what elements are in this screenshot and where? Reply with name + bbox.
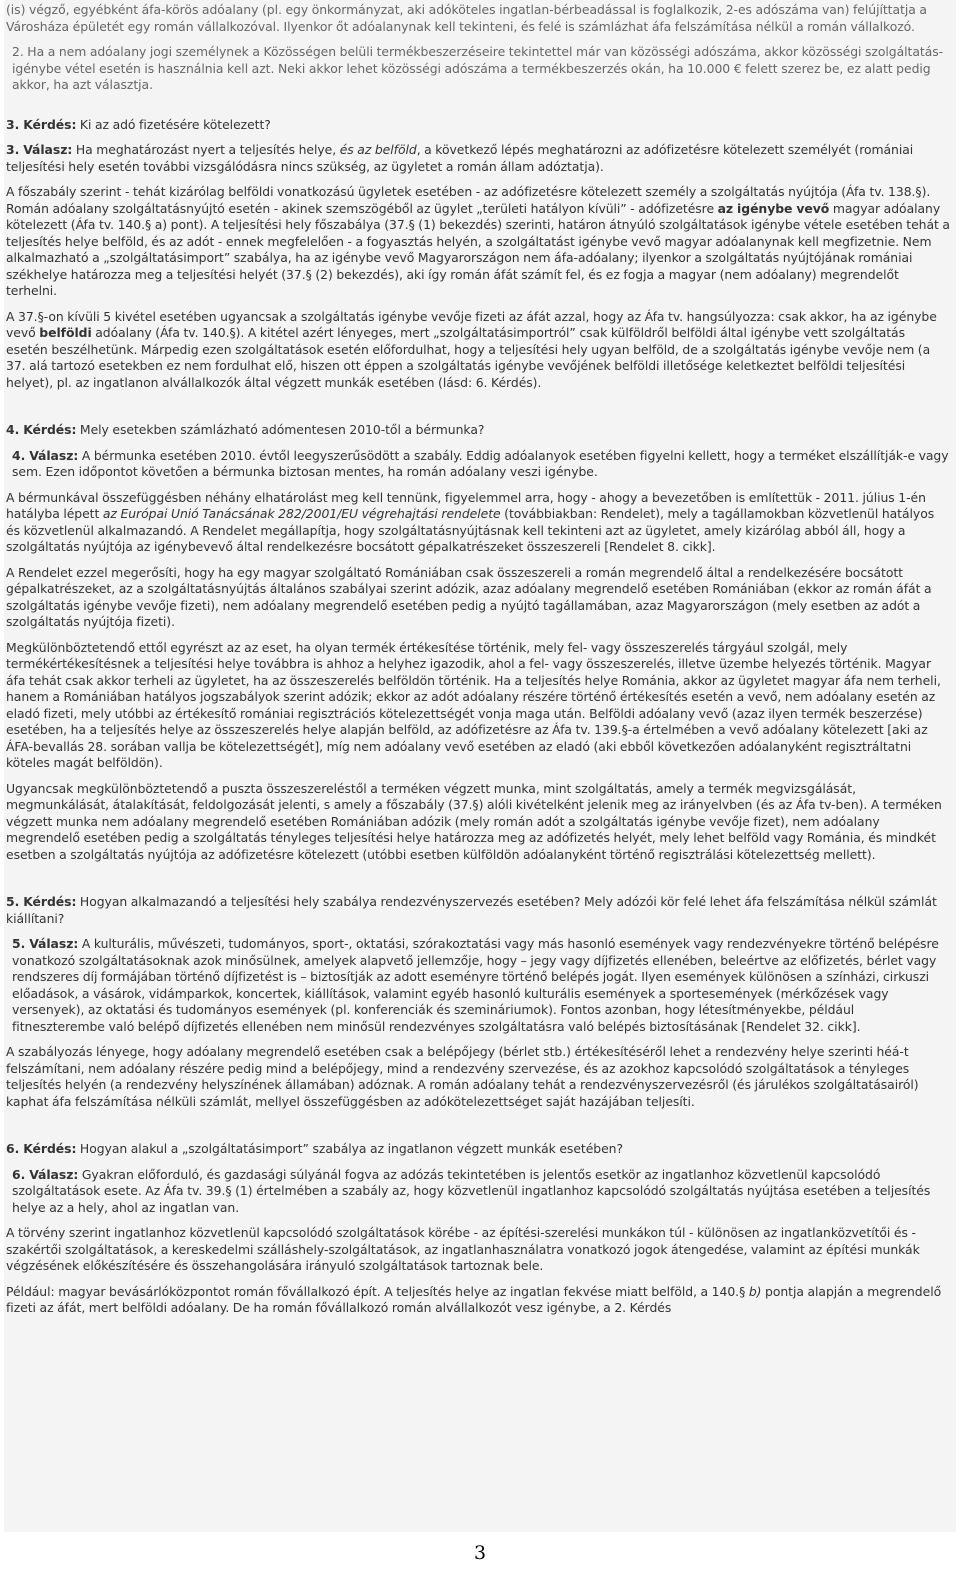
- answer-3-emphasis: és az belföld: [339, 142, 417, 157]
- answer-5-p1: [6, 936, 950, 1035]
- question-4-text: Mely esetekben számlázható adómentesen 2010-től a bérmunka?: [76, 422, 485, 437]
- question-6: [6, 1141, 950, 1158]
- paragraph-point-2: [6, 44, 950, 94]
- answer-3-text: Ha meghatározást nyert a teljesítés helye,: [72, 142, 340, 157]
- question-4-label: 4. Kérdés:: [6, 422, 77, 437]
- page-number: 3: [473, 1542, 487, 1564]
- answer-4-p3: [6, 565, 950, 631]
- answer-3-label: 3. Válasz:: [6, 142, 73, 157]
- question-5-text: Hogyan alkalmazandó a teljesítési hely szabálya rendezvényszervezés esetében? Mely adózói kör felé lehet áfa felszámítása nélkül számlát kiállítani?: [6, 894, 937, 926]
- answer-3-p2-text: magyar adóalany kötelezett (Áfa tv. 140.§ a) pont). A teljesítési hely főszabálya (37.§ (1) bekezdés) szerinti, határon átnyúló szolgáltatások igénybe vétele esetében tehát a teljesítés helye belföld, és az adót - ennek megfelelően - a fogyasztás helyén, a szolgáltatást igénybe vevő magyar adóalanynak kell megfizetnie. Nem alkalmazható a „szolgáltatásimport” szabálya, ha az igénybe vevő Magyarországon nem áfa-adóalany; ilyenkor a szolgáltatás nyújtójának romániai székhelye határozza meg a teljesítési helyét (37.§ (2) bekezdés), aki így román áfát számít fel, és ez fogja a magyar (nem adóalany) megrendelőt terhelni.: [6, 200, 950, 298]
- answer-6-p2-text: A törvény szerint ingatlanhoz közvetlenül kapcsolódó szolgáltatások körébe - az építési-szerelési munkákon túl - különösen az ingatlanközvetítői és -szakértői szolgáltatások, a kereskedelmi szálláshely-szolgáltatások, az ingatlanhasználatra vonatkozó jogok átengedése, valamint az építési munkák végzésének előkészítésére és összehangolására irányuló szolgáltatások tartoznak bele.: [6, 1225, 920, 1273]
- answer-3-p3: [6, 309, 950, 392]
- answer-6-p1: [6, 1167, 950, 1217]
- answer-4-p2-text: (továbbiakban: Rendelet), mely a tagállamokban közvetlenül hatályos és közvetlenül alkalmazandó. A Rendelet megállapítja, hogy szolgáltatásnyújtásnak kell tekinteni azt az ügyletet, amely kizárólag abból áll, hogy a szolgáltatás nyújtója az igénybevevő által rendelkezésre bocsátott gépalkatrészeket összeszereli [Rendelet 8. cikk].: [6, 506, 935, 554]
- paragraph-intro-text: (is) végző, egyébként áfa-körös adóalany (pl. egy önkormányzat, aki adóköteles ingatlan-bérbeadással is foglalkozik, 2-es adószáma van) felújíttatja a Városháza épületét egy román vállalkozóval. Ilyenkor őt adóalanynak kell tekinteni, és felé is számlázhat áfa felszámítása nélkül a román vállalkozó.: [6, 2, 927, 34]
- answer-5-label: 5. Válasz:: [12, 936, 79, 951]
- answer-4-p1: [6, 448, 950, 481]
- answer-3-p2-bold: az igénybe vevő: [717, 200, 830, 216]
- answer-3-p3-text: adóalany (Áfa tv. 140.§). A kitétel azért lényeges, mert „szolgáltatásimportról” csak külföldről belföldi által igénybe vett szolgáltatás esetén beszélhetünk. Márpedig ezen szolgáltatások esetén előfordulhat, hogy a teljesítési hely ugyan belföld, de a szolgáltatás igénybe vevője nem (a 37. alá tartozó esetekben ez nem fordulhat elő, hiszen ott éppen a szolgáltatás igénybe vevőjének belföldi illetősége keletkeztet belföldi teljesítési helyet), pl. az ingatlanon alvállalkozók által végzett munkák esetében (lásd: 6. Kérdés).: [6, 325, 931, 390]
- spacer: [6, 872, 950, 894]
- paragraph-intro: [6, 2, 950, 35]
- answer-6-p2: [6, 1225, 950, 1275]
- question-5: [6, 894, 950, 927]
- answer-3-p3-text: A 37.§-on kívüli 5 kivétel esetében ugyancsak a szolgáltatás igénybe vevője fizeti az áfát azzal, hogy az Áfa tv. hangsúlyozza: csak akkor, ha az igénybe vevő: [6, 308, 937, 340]
- answer-6-p3-text: Például: magyar bevásárlóközpontot román fővállalkozó épít. A teljesítés helye az ingatlan fekvése miatt belföld, a 140.§: [6, 1283, 749, 1299]
- answer-6-p3-text: pontja alapján a megrendelő fizeti az áfát, mert belföldi adóalany. De ha román fővállalkozó román alvállalkozót vesz igénybe, a 2. Kérdés: [6, 1283, 942, 1315]
- answer-6-p3: [6, 1284, 950, 1317]
- answer-4-p5-text: Ugyancsak megkülönböztetendő a puszta összeszereléstől a terméken végzett munka, mint szolgáltatás, amely a termék megvizsgálását, megmunkálását, átalakítását, feldolgozását jelenti, s amely a főszabály (37.§) alóli kivételként jelenik meg az irányelvben (és az Áfa tv-ben). A terméken végzett munka nem adóalany megrendelő esetében Romániában adózik (mely román adót a szolgáltatás igénybe vevője fizet), nem adóalany megrendelő esetében pedig a szolgáltatás tényleges teljesítési helye határozza meg az adófizetés helyét, mely lehet belföld vagy Románia, és mindkét esetben a szolgáltatás nyújtója az adófizetésre kötelezett (utóbbi esetben külföldön adóalanyként történő regisztrálási kötelezettség mellett).: [6, 780, 942, 862]
- answer-4-text: A bérmunka esetében 2010. évtől leegyszerűsödött a szabály. Eddig adóalanyok esetében figyelni kellett, hogy a terméket elszállítják-e vagy sem. Ezen időpontot követően a bérmunka biztosan mentes, ha román adóalany veszi igénybe.: [12, 447, 949, 479]
- answer-6-p3-emphasis: b): [748, 1283, 762, 1299]
- answer-4-p2: [6, 490, 950, 556]
- question-6-label: 6. Kérdés:: [6, 1141, 77, 1156]
- answer-5-p2-text: A szabályozás lényege, hogy adóalany megrendelő esetében csak a belépőjegy (bérlet stb.) értékesítéséről lehet a rendezvény helye szerinti héá-t felszámítani, nem adóalany részére pedig mind a belépőjegy, mind a rendezvény szervezése, és az azokhoz kapcsolódó szolgáltatások a tényleges teljesítés helyén (a rendezvény helyszínének államában) adóznak. A román adóalany tehát a rendezvényszervezésről (és járulékos szolgáltatásairól) kaphat áfa felszámítása nélküli számlát, mellyel összefüggésben az adókötelezettséget saját hazájában teljesíti.: [6, 1044, 919, 1109]
- answer-3-p2: [6, 184, 950, 300]
- answer-4-p3-text: A Rendelet ezzel megerősíti, hogy ha egy magyar szolgáltató Romániában csak összeszereli a román megrendelő által a rendelkezésére bocsátott gépalkatrészeket, az a szolgáltatásnyújtás általános szabályai szerint adózik, azaz adóalany megrendelő esetében Romániában (ekkor az román áfát a szolgáltatás igénybe vevője fizeti), nem adóalany megrendelő esetében pedig a nyújtó tagállamában, azaz Magyarországon (mely esetben az adót a szolgáltatás nyújtója fizeti).: [6, 564, 932, 629]
- answer-4-p5: [6, 781, 950, 864]
- answer-5-text: A kulturális, művészeti, tudományos, sport-, oktatási, szórakoztatási vagy más hasonló események vagy rendezvényekre történő belépésre vonatkozó szolgáltatásoknak azok minősülnek, amelyek alapvető jellemzője, hogy – jegy vagy díjfizetés ellenében, beleértve az előfizetés, bérlet vagy rendszeres díj formájában történő díjfizetést is – biztosítják az adott eseményre történő belépés jogát. Ilyen események különösen a színházi, cirkuszi előadások, a vásárok, vidámparkok, koncertek, kiállítások, valamint egyéb hasonló kulturális események a sportesemények (mérkőzések vagy versenyek), az oktatási és tudományos események (pl. konferenciák és szemináriumok). Fontos azonban, hogy létesítményekbe, például fitneszterembe való belépő díjfizetés ellenében nem minősül rendezvényes szolgáltatásra való belépés biztosításának [Rendelet 32. cikk].: [12, 936, 939, 1034]
- document-panel: [4, 0, 956, 1532]
- question-4: [6, 422, 950, 439]
- answer-3-p2-text: A főszabály szerint - tehát kizárólag belföldi vonatkozású ügyletek esetében - az adófizetésre kötelezett személy a szolgáltatás nyújtója (Áfa tv. 138.§). Román adóalany szolgáltatásnyújtó esetén - akinek szemszögéből az ügylet „területi hatályon kívüli” - adófizetésre: [6, 184, 931, 216]
- answer-3-p3-bold: belföldi: [39, 325, 92, 340]
- answer-4-p2-emphasis: az Európai Unió Tanácsának 282/2001/EU végrehajtási rendelete: [102, 506, 501, 521]
- answer-4-p4: [6, 640, 950, 772]
- answer-4-label: 4. Válasz:: [12, 447, 79, 463]
- answer-3-text: , a következő lépés meghatározni az adófizetésre kötelezett személyét (romániai teljesítési hely esetén további vizsgálódásra nincs szükség, az ügyletet a román állam adóztatja).: [6, 142, 914, 174]
- question-3: [6, 117, 950, 134]
- answer-4-p4-text: Megkülönböztetendő ettől egyrészt az az eset, ha olyan termék értékesítése történik, mely fel- vagy összeszerelés tárgyául szolgál, mely termékértékesítésnek a teljesítési helye továbbra is ahhoz a helyhez igazodik, ahol a fel- vagy összeszerelés, illetve üzembe helyezés történik. Magyar áfa tehát csak akkor terheli az ügyletet, ha az összeszerelés belföldön történik. Ha a teljesítés helye Románia, akkor az ügyletet magyar áfa nem terheli, hanem a Romániában hatályos jogszabályok szerint adózik; ekkor az adót adóalany részére történő értékesítés esetén a vevő, nem adóalany esetén az eladó fizeti, mely utóbbi az értékesítő romániai regisztrációs kötelezettségét vonja maga után. Belföldi adóalany vevő (azaz ilyen termék beszerzése) esetében, ha a teljesítés helye az összeszerelés helye alapján belföld, az adófizetésre az Áfa tv. 139.§-a értelmében a vevő adóalany kötelezett [aki az ÁFA-bevallás 28. sorában vallja be kötelezettségét], míg nem adóalany vevő esetében az eladó (aki ebből következően adóalanyként regisztráltatni köteles magát belföldön).: [6, 639, 941, 770]
- question-3-label: 3. Kérdés:: [6, 116, 77, 132]
- question-6-text: Hogyan alakul a „szolgáltatásimport” szabálya az ingatlanon végzett munkák esetében?: [76, 1141, 624, 1156]
- answer-3-p1: [6, 142, 950, 175]
- question-5-label: 5. Kérdés:: [6, 894, 77, 909]
- answer-5-p2: [6, 1044, 950, 1110]
- question-3-text: Ki az adó fizetésére kötelezett?: [76, 116, 271, 132]
- paragraph-point-2-text: 2. Ha a nem adóalany jogi személynek a Közösségen belüli termékbeszerzéseire tekintettel már van közösségi adószáma, akkor közösségi szolgáltatás-igénybe vétel esetén is használnia kell azt. Neki akkor lehet közösségi adószáma a termékbeszerzés okán, ha 10.000 € felett szerez be, ez alatt pedig akkor, ha azt választja.: [12, 44, 944, 92]
- spacer: [6, 400, 950, 422]
- answer-6-text: Gyakran előforduló, és gazdasági súlyánál fogva az adózás tekintetében is jelentős esetkör az ingatlanhoz közvetlenül kapcsolódó szolgáltatások esete. Az Áfa tv. 39.§ (1) értelmében a szabály az, hogy közvetlenül ingatlanhoz kapcsolódó szolgáltatás nyújtása esetében a teljesítés helye az a hely, ahol az ingatlan van.: [12, 1166, 931, 1215]
- spacer: [6, 103, 950, 117]
- answer-4-p2-text: A bérmunkával összefüggésben néhány elhatárolást meg kell tennünk, figyelemmel arra, hogy - ahogy a bevezetőben is említettük - 2011. július 1-én hatályba lépett: [6, 489, 926, 521]
- answer-6-label: 6. Válasz:: [12, 1166, 79, 1182]
- spacer: [6, 1119, 950, 1141]
